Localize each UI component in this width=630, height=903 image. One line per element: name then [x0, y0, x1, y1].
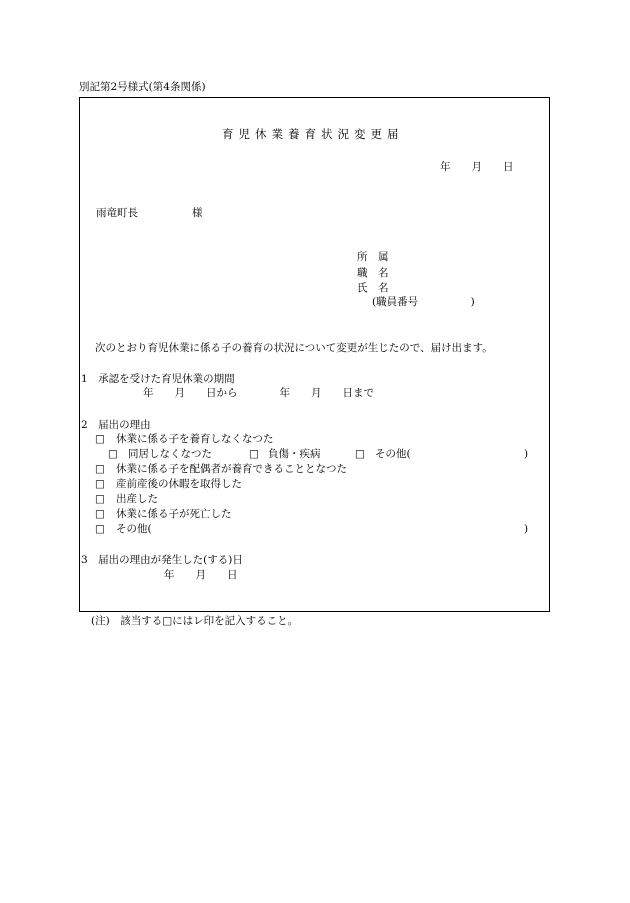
section2-heading: 2 届出の理由 — [81, 419, 151, 431]
reason1-sub-b-checkbox[interactable]: □ — [249, 448, 259, 460]
reason4-label: 出産した — [116, 493, 158, 505]
document-title: 育児休業養育状況変更届 — [222, 127, 404, 141]
date-line: 年 月 日 — [440, 161, 514, 173]
reason4-checkbox[interactable]: □ — [95, 493, 105, 505]
reason1-label: 休業に係る子を養育しなくなつた — [116, 433, 274, 445]
position-label: 職 名 — [357, 267, 389, 279]
intro-text: 次のとおり育児休業に係る子の養育の状況について変更が生じたので、届け出ます。 — [95, 342, 493, 354]
affiliation-label: 所 属 — [357, 251, 389, 263]
reason3-label: 産前産後の休暇を取得した — [116, 478, 242, 490]
reason1-sub-a-checkbox[interactable]: □ — [108, 448, 118, 460]
reason1-sub-a-label: 同居しなくなつた — [128, 448, 212, 460]
section1-heading: 1 承認を受けた育児休業の期間 — [81, 373, 235, 385]
reason6-label: その他( — [116, 523, 152, 535]
reason1-sub-b-label: 負傷・疾病 — [268, 448, 321, 460]
staff-number-label: (職員番号 ) — [372, 296, 475, 308]
reason3-checkbox[interactable]: □ — [95, 478, 105, 490]
section1-period: 年 月 日から 年 月 日まで — [143, 387, 374, 399]
reason1-sub-c-checkbox[interactable]: □ — [355, 448, 365, 460]
reason5-label: 休業に係る子が死亡した — [116, 508, 232, 520]
reason1-sub-c-close: ) — [524, 448, 529, 460]
reason2-label: 休業に係る子を配偶者が養育できることとなつた — [116, 463, 347, 475]
reason1-sub-c-label: その他( — [375, 448, 411, 460]
footer-note: (注) 該当する□にはレ印を記入すること。 — [91, 615, 299, 627]
reason6-close: ) — [524, 523, 529, 535]
addressee: 雨竜町長 — [96, 207, 138, 219]
name-label: 氏 名 — [357, 282, 389, 294]
reason5-checkbox[interactable]: □ — [95, 508, 105, 520]
section3-date: 年 月 日 — [164, 569, 238, 581]
reason6-checkbox[interactable]: □ — [95, 523, 105, 535]
form-label: 別記第2号様式(第4条関係) — [79, 81, 206, 93]
honorific: 様 — [192, 207, 203, 219]
reason1-checkbox[interactable]: □ — [95, 433, 105, 445]
section3-heading: 3 届出の理由が発生した(する)日 — [81, 554, 243, 566]
reason2-checkbox[interactable]: □ — [95, 463, 105, 475]
